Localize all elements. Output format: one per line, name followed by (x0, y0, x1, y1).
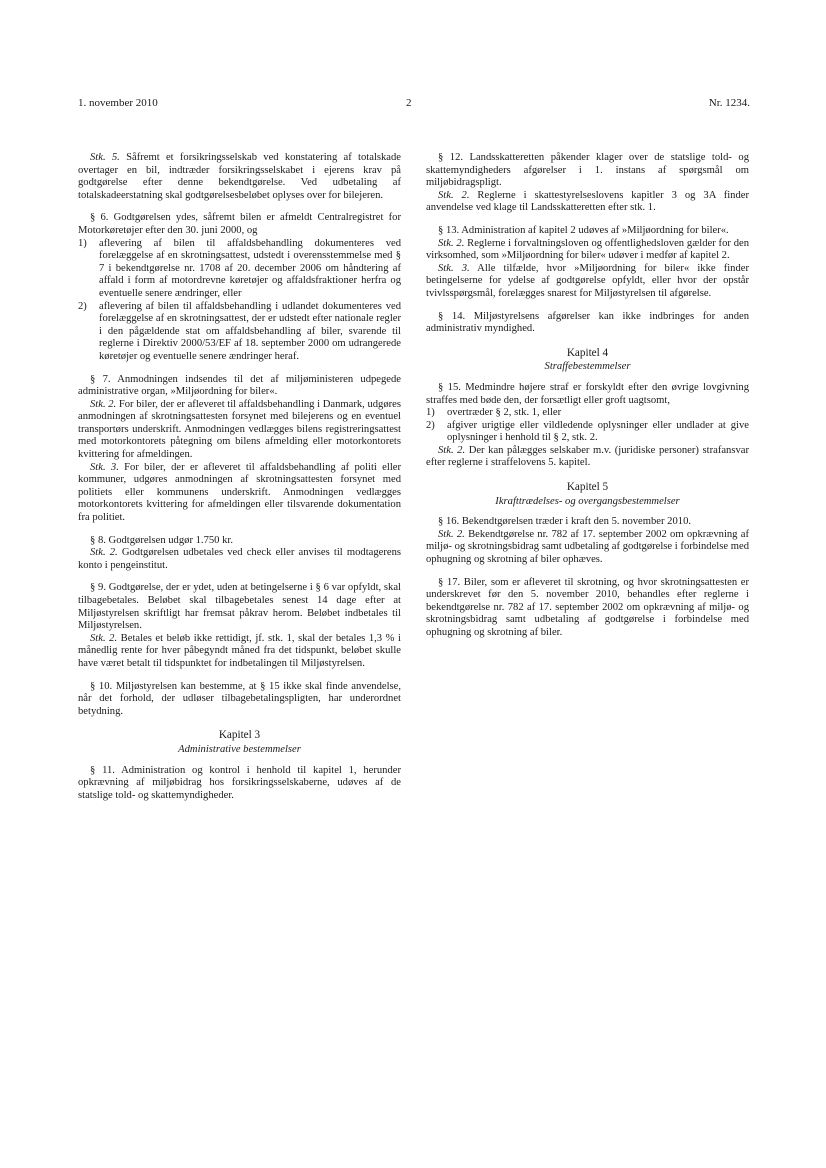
list-text: afgiver urigtige eller vildledende oplysninger eller undlader at give oplysninger i henhold til § 2, stk. 2. (447, 419, 749, 444)
section-8-stk-2 (78, 547, 401, 572)
header-doc-number: Nr. 1234. (708, 97, 750, 109)
paragraph-text: Alle tilfælde, hvor »Miljøordning for biler« ikke finder betingelserne for ydelse af godtgørelse opfyldt, eller hvor der opstår tvivlsspørgsmål, forelægges snarest for Miljøstyrelsen til afgørelse. (426, 262, 750, 299)
list-item (78, 238, 401, 301)
section-16: § 16. Bekendtgørelsen træder i kraft den 5. november 2010. (438, 516, 692, 528)
paragraph-text: Såfremt et forsikringsselskab ved konstatering af totalskade overtager en bil, indtræder forsikringsselskabet i ejerens krav på godtgørelse efter denne bekendtgørelse. Ved udbetaling af totalskadeerstatning skal godtgørelsesbeløbet oplyses over for bilejeren. (78, 152, 402, 201)
section-7-stk-3 (78, 462, 401, 525)
section-7: § 7. Anmodningen indsendes til det af miljøministeren udpegede administrative organ, »Miljøordning for biler«. (78, 373, 401, 398)
list-number: 2) (78, 300, 87, 312)
chapter-3-title: Kapitel 3 (218, 729, 261, 742)
section-9: § 9. Godtgørelse, der er ydet, uden at betingelserne i § 6 var opfyldt, skal tilbagebetales. Beløbet skal tilbagebetales senest 14 dage efter at Miljøstyrelsen skriftligt har fremsat påkrav herom. Beløbet indbetales til Miljøstyrelsen. (78, 582, 401, 632)
page-number: 2 (406, 97, 412, 109)
section-15-stk-2 (426, 445, 749, 470)
section-6-list (78, 238, 401, 364)
section-17: § 17. Biler, som er afleveret til skrotning, og hvor skrotningsattesten er underskrevet før den 5. november 2010, behandles efter reglerne i bekendtgørelse nr. 782 af 17. september 2002 om opkrævning af miljø- og skrotningsbidrag samt udbetaling af godtgørelse i forbindelse med ophugning og skrotning af biler. (426, 576, 749, 638)
list-number: 1) (78, 237, 87, 249)
section-10: § 10. Miljøstyrelsen kan bestemme, at § 15 ikke skal finde anvendelse, når det forhold, der udløser tilbagebetalingspligten, har underordnet betydning. (78, 680, 401, 717)
section-13: § 13. Administration af kapitel 2 udøves af »Miljøordning for biler«. (438, 224, 729, 236)
list-text: overtræder § 2, stk. 1, eller (447, 407, 562, 419)
list-item (78, 301, 401, 364)
left-column (78, 152, 401, 802)
list-item (426, 407, 749, 420)
chapter-5-title: Kapitel 5 (566, 481, 609, 494)
section-16-stk-2 (426, 529, 749, 567)
section-12-stk-2 (426, 190, 749, 215)
stk-label: Stk. 2. (438, 444, 466, 456)
list-item (426, 420, 749, 445)
stk-label: Stk. 5. (90, 152, 120, 163)
paragraph-text: Bekendtgørelse nr. 782 af 17. september 2002 om opkrævning af miljø- og skrotningsbidrag samt udbetaling af godtgørelse i forbindelse med ophugning og skrotning af biler ophæves. (426, 528, 749, 566)
stk-label: Stk. 2. (438, 528, 465, 540)
stk-label: Stk. 3. (90, 461, 119, 473)
list-number: 1) (426, 407, 435, 419)
section-15-list (426, 407, 749, 445)
section-12: § 12. Landsskatteretten påkender klager over de statslige told- og skattemyndigheders afgørelser i 1. instans af spørgsmål om miljøbidragspligt. (426, 152, 749, 189)
section-15: § 15. Medmindre højere straf er forskyldt efter den øvrige lovgivning straffes med bøde den, der forsætligt eller groft uagtsomt, (426, 381, 749, 406)
paragraph-text: Der kan pålægges selskaber m.v. (juridiske personer) strafansvar efter reglerne i straffelovens 5. kapitel. (426, 444, 749, 469)
section-6: § 6. Godtgørelsen ydes, såfremt bilen er afmeldt Centralregistret for Motorkøretøjer efter den 30. juni 2000, og (78, 212, 401, 236)
chapter-4-title: Kapitel 4 (566, 346, 609, 359)
stk-label: Stk. 2. (438, 237, 465, 249)
section-13-stk-2 (426, 238, 749, 263)
header-date: 1. november 2010 (78, 97, 158, 109)
stk-label: Stk. 2. (90, 398, 117, 410)
list-number: 2) (426, 419, 435, 431)
paragraph-text: For biler, der er afleveret til affaldsbehandling i Danmark, udgøres anmodningen af skrotningsattesten forsynet med bilejerens og en eventuel transportørs underskrift. Anmodningen vedlægges bilens registreringsattest med motorkontorets påtegning om bilens afmelding eller motorkontorets kvittering for afmeldingen. (78, 398, 401, 461)
list-text: aflevering af bilen til affaldsbehandling dokumenteres ved forelæggelse af en skrotningsattest, udstedt i overensstemmelse med § 7 i bekendtgørelse nr. 1708 af 20. december 2006 om håndtering af affald i form af motordrevne køretøjer og affaldsfraktioner herfra og eventuelle senere ændringer, eller (99, 237, 401, 299)
stk-label: Stk. 3. (438, 262, 470, 274)
section-13-stk-3 (426, 263, 749, 301)
stk-label: Stk. 2. (438, 189, 470, 201)
paragraph-text: Reglerne i forvaltningsloven og offentlighedsloven gælder for den virksomhed, som »Miljøordning for biler« udøver i medfør af kapitel 2. (426, 237, 749, 262)
list-text: aflevering af bilen til affaldsbehandling i udlandet dokumenteres ved forelæggelse af en skrotningsattest, der er udstedt efter nationale regler i den pågældende stat om affaldsbehandling af biler, svarende til reglerne i Direktiv 2000/53/EF af 18. september 2000 om udrangerede køretøjer og eventuelle senere ændringer heraf. (99, 300, 401, 362)
paragraph-text: Godtgørelsen udbetales ved check eller anvises til modtagerens konto i pengeinstitut. (78, 547, 401, 571)
stk-label: Stk. 2. (90, 632, 118, 644)
stk-label: Stk. 2. (90, 547, 118, 559)
right-column (426, 152, 749, 640)
page-header (78, 97, 750, 115)
chapter-3-subtitle: Administrative bestemmelser (178, 743, 301, 755)
paragraph-text: Betales et beløb ikke rettidigt, jf. stk. 1, skal der betales 1,3 % i månedlig rente for hver påbegyndt måned fra det tidspunkt, beløbet skulle have været betalt til tidspunktet for indbetalingen til Miljøstyrelsen. (78, 632, 401, 669)
section-5-stk-5 (78, 152, 401, 202)
section-11: § 11. Administration og kontrol i henhold til kapitel 1, herunder opkrævning af miljøbidrag hos forsikringsselskaberne, udøves af de statslige told- og skattemyndigheder. (78, 764, 401, 801)
section-7-stk-2 (78, 399, 401, 462)
section-14: § 14. Miljøstyrelsens afgørelser kan ikke indbringes for anden administrativ myndighed. (426, 310, 749, 335)
paragraph-text: Reglerne i skattestyrelseslovens kapitler 3 og 3A finder anvendelse ved klage til Landsskatteretten efter stk. 1. (426, 189, 749, 214)
paragraph-text: For biler, der er afleveret til affaldsbehandling af politi eller kommuner, udgøres anmodningen af skrotningsattesten forsynet med politiets eller kommunens underskrift. Anmodningen vedlægges motorkontorets kvittering for afmeldingen eller tilsvarende dokumentation fra politiet. (78, 461, 401, 524)
chapter-5-subtitle: Ikrafttrædelses- og overgangsbestemmelser (495, 495, 680, 507)
chapter-4-subtitle: Straffebestemmelser (544, 361, 631, 373)
section-8: § 8. Godtgørelsen udgør 1.750 kr. (90, 534, 233, 546)
section-9-stk-2 (78, 633, 401, 671)
